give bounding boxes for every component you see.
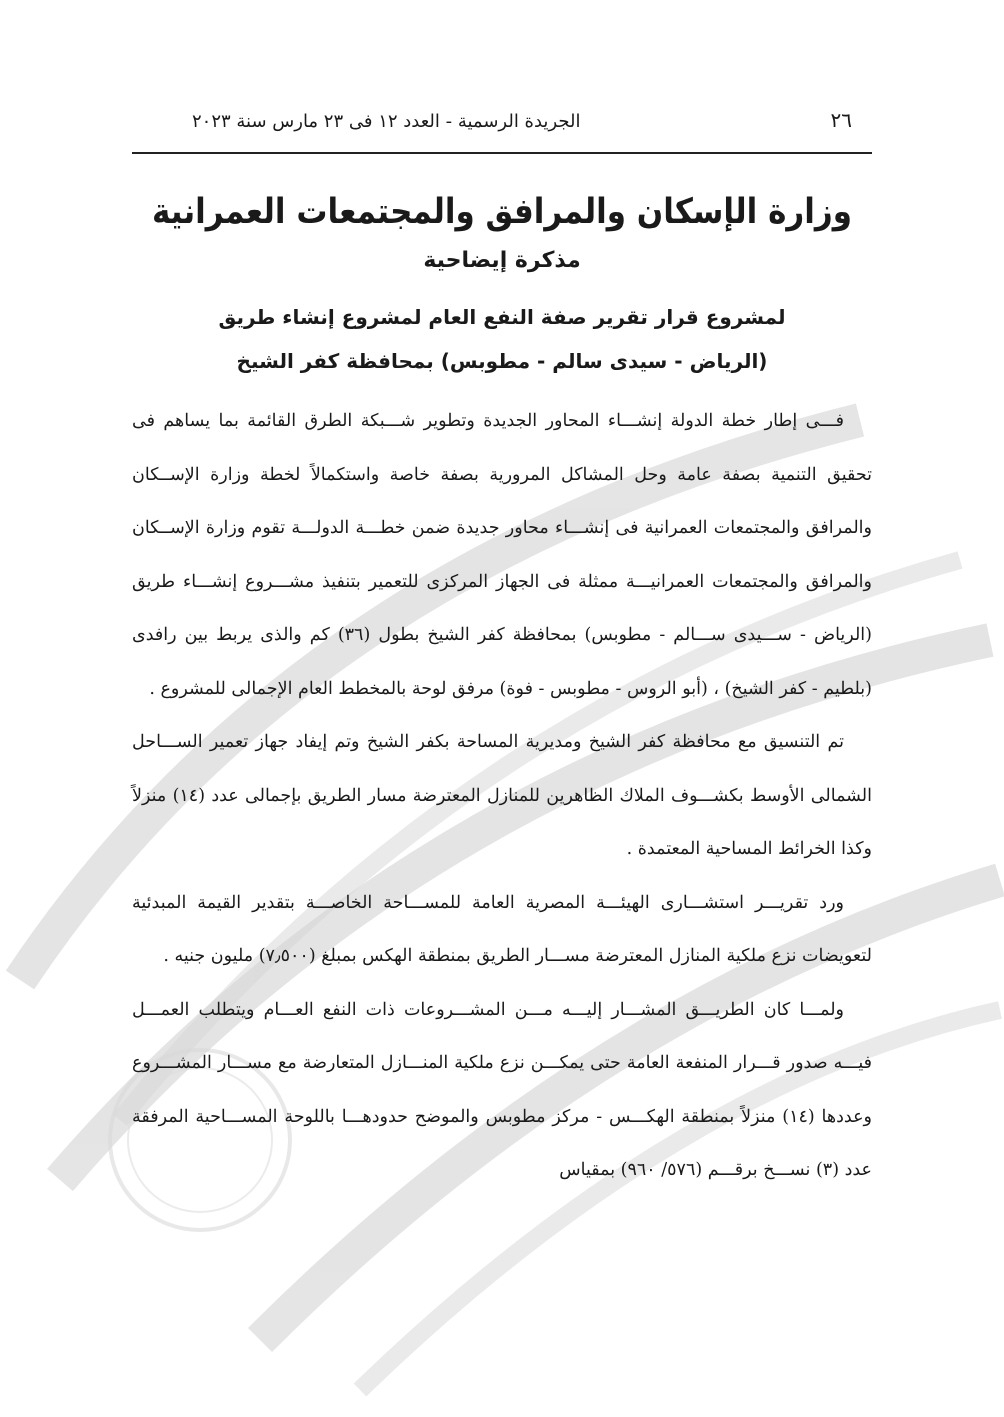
paragraph-3: ورد تقريـــر استشـــارى الهيئـــة المصرية العامة للمســـاحة الخاصـــة بتقدير القيمة المبدئية لتعويضات نزع ملكية المنازل المعترضة مســـار الطريق بمنطقة الهكس بمبلغ (٧٫٥٠٠) مليون جنيه .	[132, 892, 872, 966]
bill-title	[132, 295, 872, 383]
page-number: ٢٦	[830, 108, 852, 132]
memo-body	[132, 395, 872, 1198]
ministry-title: وزارة الإسكان والمرافق والمجتمعات العمرانية	[152, 191, 852, 233]
memo-subtitle: مذكرة إيضاحية	[423, 248, 581, 273]
paragraph-1: فـــى إطار خطة الدولة إنشـــاء المحاور الجديدة وتطوير شـــبكة الطرق القائمة بما يساهم فى تحقيق التنمية بصفة عامة وحل المشاكل المرورية بصفة خاصة واستكمالاً لخطة وزارة الإســكان والمرافق والمجتمعات العمرانية فى إنشـــاء محاور جديدة ضمن خطـــة الدولـــة تقوم وزارة الإســكان والمرافق والمجتمعات العمرانيـــة ممثلة فى الجهاز المركزى للتعمير بتنفيذ مشـــروع إنشـــاء طريق (الرياض - ســـيدى ســـالم - مطوبس) بمحافظة كفر الشيخ بطول (٣٦) كم والذى يربط بين رافدى (بلطيم - كفر الشيخ) ، (أبو الروس - مطوبس - فوة) مرفق لوحة بالمخطط العام الإجمالى للمشروع .	[132, 411, 872, 699]
page-header	[132, 108, 872, 154]
bill-title-line-2: (الرياض - سيدى سالم - مطوبس) بمحافظة كفر الشيخ	[236, 349, 768, 373]
paragraph-4: ولمـــا كان الطريـــق المشـــار إليـــه مـــن المشـــروعات ذات النفع العـــام ويتطلب العمـــل فيـــه صدور قـــرار المنفعة العامة حتى يمكـــن نزع ملكية المنـــازل المتعارضة مع مســـار المشـــروع وعددها (١٤) منزلاً بمنطقة الهكـــس - مركز مطوبس والموضح حدودهـــا باللوحة المســـاحية المرفقة عدد (٣) نســـخ برقـــم (٥٧٦/ ٩٦٠) بمقياس	[132, 999, 872, 1180]
gazette-reference: الجريدة الرسمية - العدد ١٢ فى ٢٣ مارس سنة ٢٠٢٣	[192, 111, 581, 132]
paragraph-2: تم التنسيق مع محافظة كفر الشيخ ومديرية المساحة بكفر الشيخ وتم إيفاد جهاز تعمير الســـاحل الشمالى الأوسط بكشـــوف الملاك الظاهرين للمنازل المعترضة مسار الطريق بإجمالى عدد (١٤) منزلاً وكذا الخرائط المساحية المعتمدة .	[132, 732, 872, 859]
bill-title-line-1: لمشروع قرار تقرير صفة النفع العام لمشروع إنشاء طريق	[218, 305, 786, 329]
document-page	[132, 108, 872, 1198]
